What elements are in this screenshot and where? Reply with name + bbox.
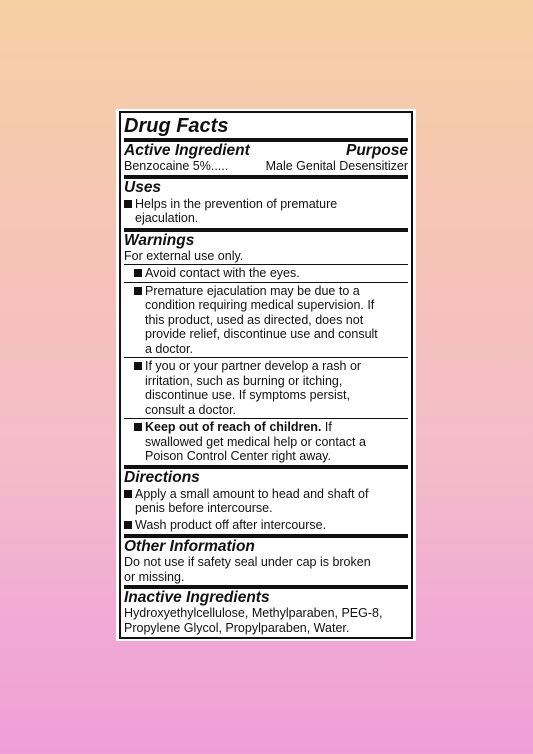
warnings-heading (124, 233, 408, 249)
warnings-external-use: For external use only. (124, 248, 244, 263)
warning-rash-text: If you or your partner develop a rash or irritation, such as burning or itching, discontinue use. If symptoms persist, consult a doctor. (145, 359, 362, 417)
warning-children-rest: If swallowed get medical help or contact a Poison Control Center right away. (145, 420, 366, 463)
bullet-square-icon (134, 269, 142, 277)
active-ingredient-section (124, 138, 408, 175)
warning-eyes (124, 264, 408, 282)
bullet-square-icon (124, 521, 132, 529)
warnings-section (124, 228, 408, 265)
drug-facts-panel (119, 111, 413, 639)
uses-section (124, 175, 408, 228)
other-information-section (124, 534, 408, 585)
other-information-heading-text: Other Information (124, 538, 255, 555)
inactive-ingredients-section (124, 585, 408, 636)
inactive-ingredients-text: Hydroxyethylcellulose, Methylparaben, PEG-8, Propylene Glycol, Propylparaben, Water. (124, 606, 383, 635)
uses-item-text: Helps in the prevention of premature ejaculation. (135, 196, 338, 225)
directions-heading-text: Directions (124, 468, 200, 486)
warning-children-bold: Keep out of reach of children. (145, 420, 322, 434)
active-ingredient-row (124, 159, 408, 174)
drug-facts-title: Drug Facts (124, 115, 229, 137)
warnings-heading-text: Warnings (124, 231, 195, 249)
drug-facts-label (116, 109, 416, 641)
directions-section (124, 465, 408, 535)
active-ingredient-purpose: Male Genital Desensitizer (265, 159, 408, 173)
active-ingredient-heading: Active Ingredient (124, 142, 250, 159)
uses-heading (124, 180, 408, 196)
other-information-text: Do not use if safety seal under cap is broken or missing. (124, 555, 371, 584)
bullet-square-icon (124, 200, 132, 208)
warning-eyes-text: Avoid contact with the eyes. (145, 266, 300, 280)
warning-children (124, 418, 408, 465)
purpose-heading: Purpose (345, 142, 408, 159)
bullet-square-icon (124, 490, 132, 498)
warning-rash (124, 357, 408, 418)
directions-wash (124, 517, 408, 534)
active-ingredient-header (124, 143, 408, 159)
inactive-ingredients-heading-text: Inactive Ingredients (124, 589, 270, 606)
uses-heading-text: Uses (124, 178, 162, 196)
warning-children-text (145, 420, 366, 464)
warning-condition (124, 282, 408, 358)
directions-apply-text: Apply a small amount to head and shaft of penis before intercourse. (135, 486, 369, 515)
directions-wash-text: Wash product off after intercourse. (135, 517, 327, 532)
bullet-square-icon (134, 287, 142, 295)
inactive-ingredients-heading (124, 590, 408, 606)
directions-heading (124, 470, 408, 486)
uses-item (124, 196, 408, 227)
directions-apply (124, 486, 408, 517)
other-information-heading (124, 539, 408, 555)
bullet-square-icon (134, 362, 142, 370)
warning-condition-text: Premature ejaculation may be due to a condition requiring medical supervision. If this product, used as directed, does not provide relief, discontinue use and consult a doctor. (145, 283, 378, 356)
bullet-square-icon (134, 423, 142, 431)
active-ingredient-name: Benzocaine 5%..... (124, 159, 229, 173)
